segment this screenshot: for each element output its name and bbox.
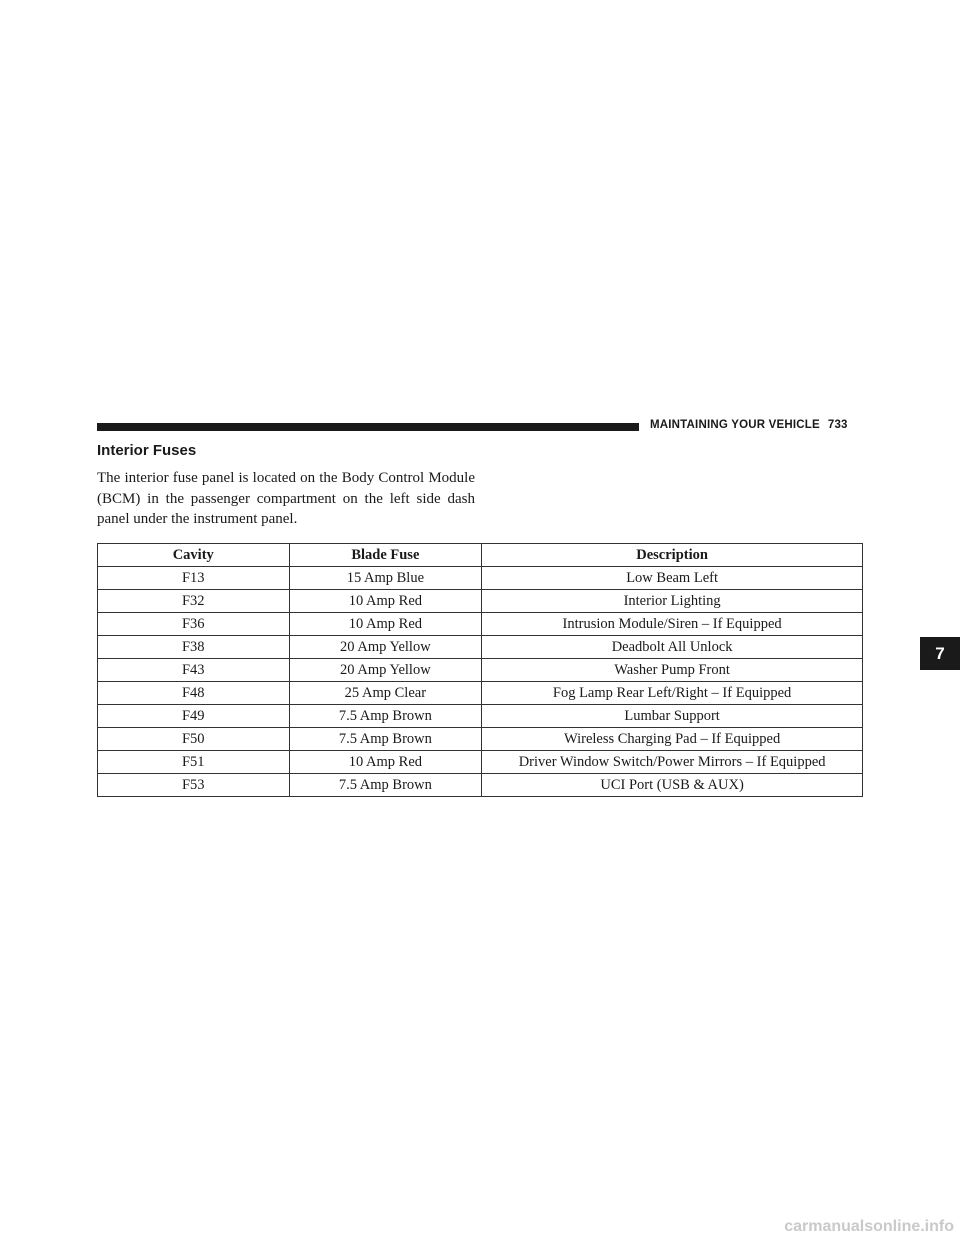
cell-description: Wireless Charging Pad – If Equipped xyxy=(482,728,863,751)
table-header-row xyxy=(98,544,863,567)
cell-blade-fuse: 15 Amp Blue xyxy=(289,567,482,590)
table-row xyxy=(98,613,863,636)
header-rule xyxy=(97,423,639,431)
cell-description: Driver Window Switch/Power Mirrors – If Equipped xyxy=(482,751,863,774)
cell-description: Washer Pump Front xyxy=(482,659,863,682)
cell-blade-fuse: 7.5 Amp Brown xyxy=(289,728,482,751)
table-row xyxy=(98,774,863,797)
column-header-blade-fuse: Blade Fuse xyxy=(289,544,482,567)
cell-blade-fuse: 7.5 Amp Brown xyxy=(289,705,482,728)
watermark: carmanualsonline.info xyxy=(784,1218,954,1235)
fuse-table xyxy=(97,543,863,797)
cell-description: UCI Port (USB & AUX) xyxy=(482,774,863,797)
table-row xyxy=(98,705,863,728)
section-title: Interior Fuses xyxy=(97,442,197,459)
cell-description: Intrusion Module/Siren – If Equipped xyxy=(482,613,863,636)
table-row xyxy=(98,728,863,751)
column-header-cavity: Cavity xyxy=(98,544,290,567)
column-header-description: Description xyxy=(482,544,863,567)
cell-blade-fuse: 10 Amp Red xyxy=(289,751,482,774)
cell-cavity: F13 xyxy=(98,567,290,590)
cell-description: Interior Lighting xyxy=(482,590,863,613)
cell-cavity: F32 xyxy=(98,590,290,613)
cell-cavity: F50 xyxy=(98,728,290,751)
cell-cavity: F38 xyxy=(98,636,290,659)
table-row xyxy=(98,567,863,590)
cell-cavity: F36 xyxy=(98,613,290,636)
cell-blade-fuse: 20 Amp Yellow xyxy=(289,659,482,682)
cell-blade-fuse: 10 Amp Red xyxy=(289,590,482,613)
cell-blade-fuse: 7.5 Amp Brown xyxy=(289,774,482,797)
cell-cavity: F48 xyxy=(98,682,290,705)
cell-description: Low Beam Left xyxy=(482,567,863,590)
page-number: 733 xyxy=(827,419,848,431)
intro-paragraph: The interior fuse panel is located on the Body Control Module (BCM) in the passenger compartment on the left side dash panel under the instrument panel. xyxy=(97,470,475,527)
cell-description: Fog Lamp Rear Left/Right – If Equipped xyxy=(482,682,863,705)
cell-cavity: F43 xyxy=(98,659,290,682)
table-row xyxy=(98,590,863,613)
cell-cavity: F51 xyxy=(98,751,290,774)
chapter-tab: 7 xyxy=(920,637,960,670)
cell-blade-fuse: 25 Amp Clear xyxy=(289,682,482,705)
cell-cavity: F53 xyxy=(98,774,290,797)
table-row xyxy=(98,659,863,682)
cell-blade-fuse: 20 Amp Yellow xyxy=(289,636,482,659)
cell-description: Lumbar Support xyxy=(482,705,863,728)
cell-description: Deadbolt All Unlock xyxy=(482,636,863,659)
table-row xyxy=(98,751,863,774)
running-header xyxy=(650,419,848,431)
table-row xyxy=(98,636,863,659)
cell-blade-fuse: 10 Amp Red xyxy=(289,613,482,636)
cell-cavity: F49 xyxy=(98,705,290,728)
table-row xyxy=(98,682,863,705)
header-title-text: MAINTAINING YOUR VEHICLE xyxy=(650,419,820,431)
